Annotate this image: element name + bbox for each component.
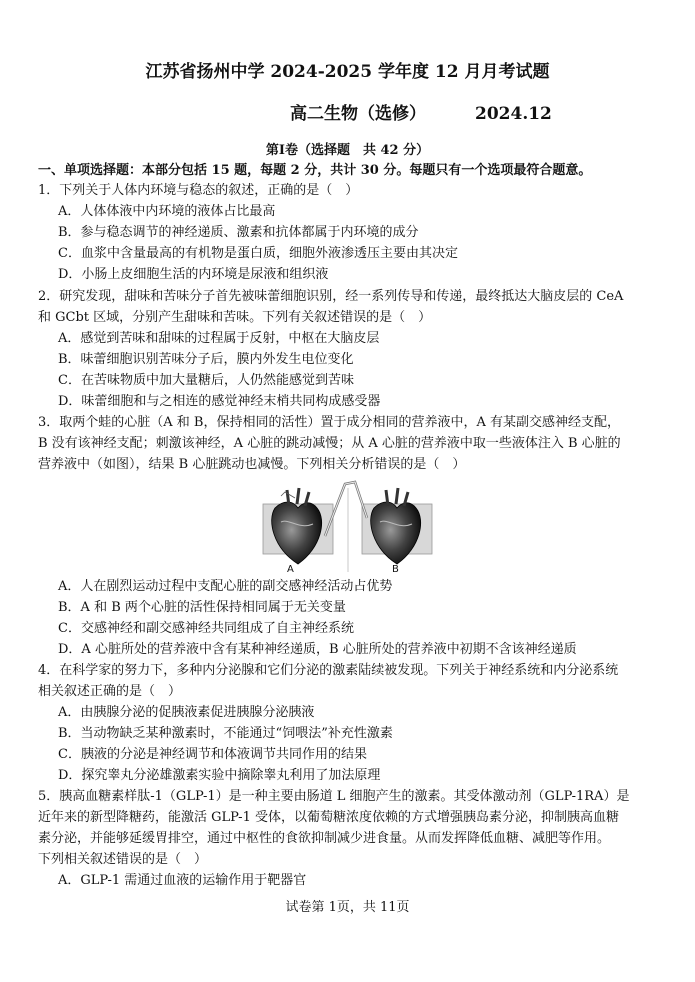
question-3-stem-line-2: B 没有该神经支配；刺激该神经，A 心脏的跳动减慢；从 A 心脏的营养液中取一些液体注入 B 心脏的 (38, 436, 621, 451)
exam-date: 2024.12 (475, 104, 552, 124)
exam-subject: 高二生物（选修） (290, 104, 426, 124)
question-3-stem-line-3: 营养液中（如图），结果 B 心脏跳动也减慢。下列相关分析错误的是（ ） (38, 457, 466, 472)
question-1-stem: 1．下列关于人体内环境与稳态的叙述，正确的是（ ） (38, 183, 359, 198)
question-3-option-b: B．A 和 B 两个心脏的活性保持相同属于无关变量 (58, 600, 346, 615)
question-2-stem-line-2: 和 GCbt 区域，分别产生甜味和苦味。下列有关叙述错误的是（ ） (38, 310, 432, 325)
heart-experiment-figure (255, 478, 440, 578)
question-4-option-a: A．由胰腺分泌的促胰液素促进胰腺分泌胰液 (58, 705, 315, 720)
heart-experiment-illustration (255, 478, 440, 578)
question-5-stem-line-4: 下列相关叙述错误的是（ ） (38, 852, 208, 867)
page-footer: 试卷第 1页，共 11页 (285, 900, 410, 915)
question-1-option-b: B．参与稳态调节的神经递质、激素和抗体都属于内环境的成分 (58, 225, 419, 240)
question-1-option-c: C．血浆中含量最高的有机物是蛋白质，细胞外液渗透压主要由其决定 (58, 246, 458, 261)
question-2-option-a: A．感觉到苦味和甜味的过程属于反射，中枢在大脑皮层 (58, 331, 380, 346)
question-5-stem-line-3: 素分泌，并能够延缓胃排空，通过中枢性的食欲抑制减少进食量。从而发挥降低血糖、减肥等作用。 (38, 831, 611, 846)
figure-label-b: B (392, 564, 399, 575)
question-4-option-b: B．当动物缺乏某种激素时，不能通过“饲喂法”补充性激素 (58, 726, 393, 741)
question-2-option-b: B．味蕾细胞识别苦味分子后，膜内外发生电位变化 (58, 352, 354, 367)
question-5-stem-line-2: 近年来的新型降糖药，能激活 GLP-1 受体，以葡萄糖浓度依赖的方式增强胰岛素分泌，抑制胰高血糖 (38, 810, 619, 825)
question-2-option-c: C．在苦味物质中加大量糖后，人仍然能感觉到苦味 (58, 373, 354, 388)
exam-title: 江苏省扬州中学 2024-2025 学年度 12 月月考试题 (145, 62, 550, 82)
question-4-option-c: C．胰液的分泌是神经调节和体液调节共同作用的结果 (58, 747, 367, 762)
question-5-stem-line-1: 5．胰高血糖素样肽-1（GLP-1）是一种主要由肠道 L 细胞产生的激素。其受体激动剂（GLP-1RA）是 (38, 789, 630, 804)
question-4-stem-line-2: 相关叙述正确的是（ ） (38, 684, 182, 699)
question-1-option-a: A．人体体液中内环境的液体占比最高 (58, 204, 276, 219)
section-instruction: 一、单项选择题：本部分包括 15 题，每题 2 分，共计 30 分。每题只有一个选项最符合题意。 (38, 163, 592, 178)
question-3-stem-line-1: 3．取两个蛙的心脏（A 和 B，保持相同的活性）置于成分相同的营养液中，A 有某副交感神经支配， (38, 415, 620, 430)
question-3-option-d: D．A 心脏所处的营养液中含有某种神经递质，B 心脏所处的营养液中初期不含该神经递质 (58, 642, 577, 657)
question-2-stem-line-1: 2．研究发现，甜味和苦味分子首先被味蕾细胞识别，经一系列传导和传递，最终抵达大脑皮层的 CeA (38, 289, 624, 304)
question-4-option-d: D．探究睾丸分泌雄激素实验中摘除睾丸利用了加法原理 (58, 768, 381, 783)
question-3-option-c: C．交感神经和副交感神经共同组成了自主神经系统 (58, 621, 354, 636)
question-5-option-a: A．GLP-1 需通过血液的运输作用于靶器官 (58, 873, 307, 888)
question-1-option-d: D．小肠上皮细胞生活的内环境是尿液和组织液 (58, 267, 329, 282)
question-4-stem-line-1: 4．在科学家的努力下，多种内分泌腺和它们分泌的激素陆续被发现。下列关于神经系统和内分泌系统 (38, 663, 619, 678)
section-title: 第Ⅰ卷（选择题 共 42 分） (265, 143, 430, 158)
question-3-option-a: A．人在剧烈运动过程中支配心脏的副交感神经活动占优势 (58, 579, 393, 594)
question-2-option-d: D．味蕾细胞和与之相连的感觉神经末梢共同构成感受器 (58, 394, 381, 409)
figure-label-a: A (287, 564, 294, 575)
